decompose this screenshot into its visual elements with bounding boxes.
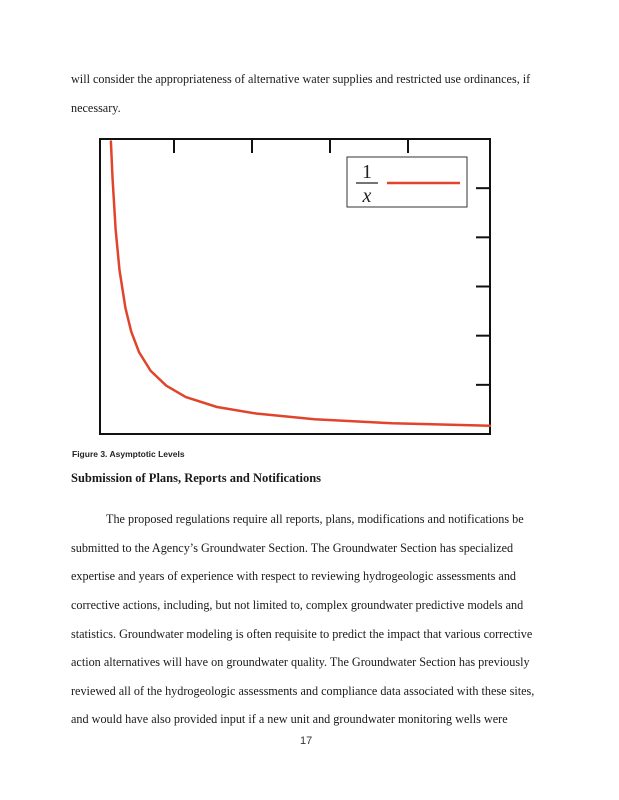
legend-denominator: x: [362, 185, 372, 207]
chart-svg: [97, 136, 493, 438]
paragraph-line: will consider the appropriateness of alternative water supplies and restricted use ordinances, if: [71, 72, 531, 86]
paragraph-line: submitted to the Agency’s Groundwater Section. The Groundwater Section has specialized: [71, 541, 514, 555]
paragraph-line: statistics. Groundwater modeling is often requisite to predict the impact that various corrective: [71, 627, 533, 641]
paragraph-line: corrective actions, including, but not limited to, complex groundwater predictive models and: [71, 598, 524, 612]
paragraph-line: reviewed all of the hydrogeologic assessments and compliance data associated with these sites,: [71, 684, 535, 698]
paragraph-line: expertise and years of experience with respect to reviewing hydrogeologic assessments and: [71, 569, 517, 583]
paragraph-line: and would have also provided input if a new unit and groundwater monitoring wells were: [71, 712, 508, 726]
legend-numerator: 1: [362, 161, 372, 183]
paragraph-line: necessary.: [71, 101, 121, 115]
chart-legend: [347, 157, 467, 207]
figure-chart: [97, 136, 493, 438]
paragraph-line: action alternatives will have on groundwater quality. The Groundwater Section has previously: [71, 655, 530, 669]
page-number: 17: [300, 735, 313, 747]
figure-caption: Figure 3. Asymptotic Levels: [72, 449, 185, 459]
paragraph-line: The proposed regulations require all reports, plans, modifications and notifications be: [106, 512, 524, 526]
section-heading: Submission of Plans, Reports and Notifications: [71, 471, 322, 485]
